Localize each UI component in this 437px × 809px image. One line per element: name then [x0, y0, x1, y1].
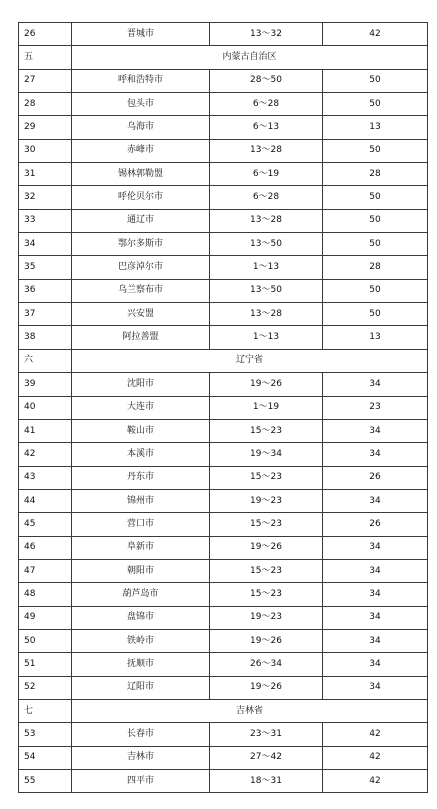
row-number: 41: [19, 419, 72, 442]
value: 50: [323, 303, 428, 326]
value-range: 19～26: [210, 373, 323, 396]
table-row: [19, 186, 428, 209]
city-name: 长春市: [72, 723, 210, 746]
value-range: 19～23: [210, 489, 323, 512]
city-name: 晋城市: [72, 23, 210, 46]
value-range: 6～28: [210, 186, 323, 209]
row-number: 52: [19, 676, 72, 699]
section-title: 辽宁省: [72, 349, 428, 372]
section-row: [19, 46, 428, 69]
row-number: 55: [19, 770, 72, 793]
city-name: 通辽市: [72, 209, 210, 232]
value: 34: [323, 419, 428, 442]
value: 34: [323, 559, 428, 582]
value: 50: [323, 279, 428, 302]
city-name: 盘锦市: [72, 606, 210, 629]
table-row: [19, 513, 428, 536]
section-row: [19, 699, 428, 722]
table-row: [19, 303, 428, 326]
value-range: 13～50: [210, 233, 323, 256]
row-number: 39: [19, 373, 72, 396]
table-row: [19, 279, 428, 302]
value-range: 23～31: [210, 723, 323, 746]
table-row: [19, 653, 428, 676]
value-range: 19～26: [210, 629, 323, 652]
city-name: 乌海市: [72, 116, 210, 139]
table-row: [19, 326, 428, 349]
value: 50: [323, 69, 428, 92]
table-row: [19, 723, 428, 746]
row-number: 50: [19, 629, 72, 652]
table-row: [19, 256, 428, 279]
row-number: 38: [19, 326, 72, 349]
row-number: 53: [19, 723, 72, 746]
table-row: [19, 606, 428, 629]
value-range: 15～23: [210, 583, 323, 606]
row-number: 45: [19, 513, 72, 536]
table-row: [19, 419, 428, 442]
city-name: 辽阳市: [72, 676, 210, 699]
city-name: 乌兰察布市: [72, 279, 210, 302]
table-row: [19, 676, 428, 699]
value: 50: [323, 233, 428, 256]
value: 34: [323, 373, 428, 396]
city-name: 呼伦贝尔市: [72, 186, 210, 209]
section-row: [19, 349, 428, 372]
table-row: [19, 583, 428, 606]
table-row: [19, 466, 428, 489]
city-name: 锦州市: [72, 489, 210, 512]
row-number: 42: [19, 443, 72, 466]
table-row: [19, 116, 428, 139]
value: 50: [323, 93, 428, 116]
table-row: [19, 163, 428, 186]
row-number: 46: [19, 536, 72, 559]
section-title: 吉林省: [72, 699, 428, 722]
value: 34: [323, 653, 428, 676]
table-row: [19, 443, 428, 466]
value: 42: [323, 746, 428, 769]
row-number: 32: [19, 186, 72, 209]
row-number: 27: [19, 69, 72, 92]
city-name: 四平市: [72, 770, 210, 793]
value-range: 6～28: [210, 93, 323, 116]
city-name: 鞍山市: [72, 419, 210, 442]
city-name: 本溪市: [72, 443, 210, 466]
row-number: 34: [19, 233, 72, 256]
value-range: 13～28: [210, 303, 323, 326]
city-name: 朝阳市: [72, 559, 210, 582]
row-number: 36: [19, 279, 72, 302]
value-range: 19～23: [210, 606, 323, 629]
value-range: 1～13: [210, 326, 323, 349]
city-name: 呼和浩特市: [72, 69, 210, 92]
value-range: 26～34: [210, 653, 323, 676]
city-name: 沈阳市: [72, 373, 210, 396]
value-range: 13～28: [210, 139, 323, 162]
value-range: 6～13: [210, 116, 323, 139]
city-name: 吉林市: [72, 746, 210, 769]
value: 28: [323, 256, 428, 279]
table-row: [19, 373, 428, 396]
city-name: 阜新市: [72, 536, 210, 559]
value: 50: [323, 209, 428, 232]
value-range: 15～23: [210, 559, 323, 582]
value: 28: [323, 163, 428, 186]
value-range: 27～42: [210, 746, 323, 769]
value: 34: [323, 583, 428, 606]
row-number: 47: [19, 559, 72, 582]
city-name: 抚顺市: [72, 653, 210, 676]
row-number: 44: [19, 489, 72, 512]
table-row: [19, 233, 428, 256]
value: 34: [323, 606, 428, 629]
city-name: 营口市: [72, 513, 210, 536]
row-number: 49: [19, 606, 72, 629]
table-body: [19, 23, 428, 793]
row-number: 43: [19, 466, 72, 489]
city-name: 包头市: [72, 93, 210, 116]
value-range: 6～19: [210, 163, 323, 186]
value: 42: [323, 770, 428, 793]
row-number: 30: [19, 139, 72, 162]
value-range: 19～26: [210, 676, 323, 699]
city-name: 鄂尔多斯市: [72, 233, 210, 256]
row-number: 31: [19, 163, 72, 186]
table-row: [19, 69, 428, 92]
row-number: 35: [19, 256, 72, 279]
section-title: 内蒙古自治区: [72, 46, 428, 69]
row-number: 40: [19, 396, 72, 419]
table-row: [19, 770, 428, 793]
city-name: 赤峰市: [72, 139, 210, 162]
table-row: [19, 746, 428, 769]
city-name: 巴彦淖尔市: [72, 256, 210, 279]
value-range: 15～23: [210, 419, 323, 442]
table-row: [19, 536, 428, 559]
section-number: 七: [19, 699, 72, 722]
row-number: 48: [19, 583, 72, 606]
city-name: 葫芦岛市: [72, 583, 210, 606]
value: 42: [323, 723, 428, 746]
city-name: 铁岭市: [72, 629, 210, 652]
table-row: [19, 629, 428, 652]
value-range: 18～31: [210, 770, 323, 793]
value: 34: [323, 443, 428, 466]
city-name: 阿拉善盟: [72, 326, 210, 349]
table-row: [19, 209, 428, 232]
city-name: 锡林郭勒盟: [72, 163, 210, 186]
city-name: 丹东市: [72, 466, 210, 489]
value-range: 13～28: [210, 209, 323, 232]
city-name: 大连市: [72, 396, 210, 419]
table-row: [19, 139, 428, 162]
value: 34: [323, 629, 428, 652]
value: 26: [323, 466, 428, 489]
row-number: 54: [19, 746, 72, 769]
row-number: 51: [19, 653, 72, 676]
row-number: 28: [19, 93, 72, 116]
section-number: 六: [19, 349, 72, 372]
city-name: 兴安盟: [72, 303, 210, 326]
table-row: [19, 559, 428, 582]
row-number: 29: [19, 116, 72, 139]
value-range: 1～19: [210, 396, 323, 419]
value: 34: [323, 536, 428, 559]
value: 23: [323, 396, 428, 419]
value: 34: [323, 676, 428, 699]
city-wind-table: [18, 22, 428, 793]
value: 13: [323, 116, 428, 139]
table-row: [19, 396, 428, 419]
value: 42: [323, 23, 428, 46]
row-number: 33: [19, 209, 72, 232]
value-range: 19～26: [210, 536, 323, 559]
value: 34: [323, 489, 428, 512]
table-row: [19, 489, 428, 512]
value-range: 15～23: [210, 513, 323, 536]
value: 50: [323, 139, 428, 162]
table-row: [19, 23, 428, 46]
value-range: 28～50: [210, 69, 323, 92]
value: 26: [323, 513, 428, 536]
value: 50: [323, 186, 428, 209]
section-number: 五: [19, 46, 72, 69]
value-range: 19～34: [210, 443, 323, 466]
value-range: 15～23: [210, 466, 323, 489]
value-range: 13～32: [210, 23, 323, 46]
row-number: 37: [19, 303, 72, 326]
row-number: 26: [19, 23, 72, 46]
value: 13: [323, 326, 428, 349]
value-range: 1～13: [210, 256, 323, 279]
table-row: [19, 93, 428, 116]
value-range: 13～50: [210, 279, 323, 302]
